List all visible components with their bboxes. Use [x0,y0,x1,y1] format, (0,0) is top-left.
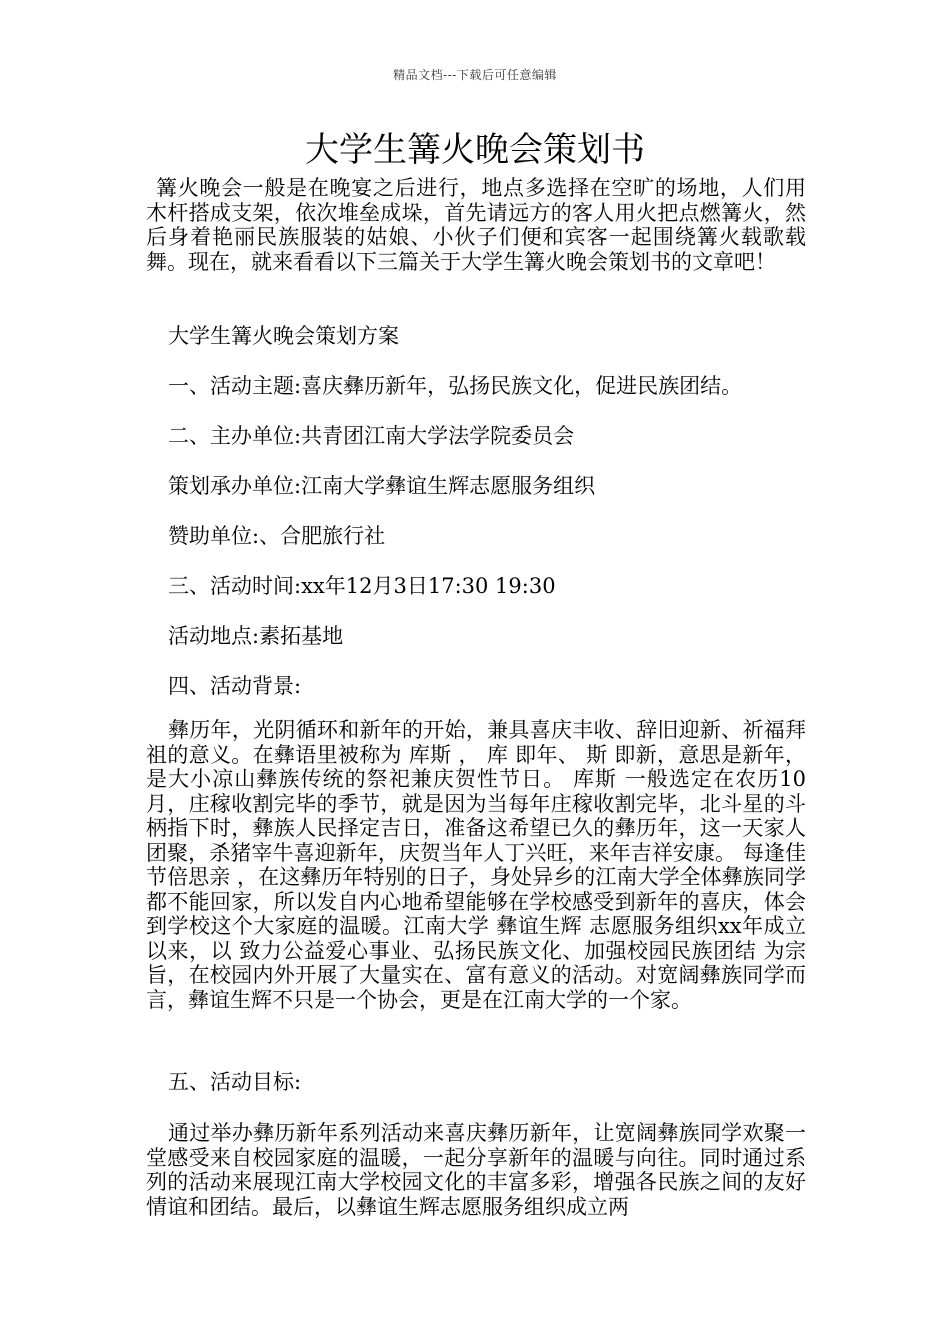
goal-heading: 五、活动目标: [168,1070,302,1094]
time-line: 三、活动时间:xx年12月3日17:30 19:30 [168,574,556,598]
goal-paragraph: 通过举办彝历新年系列活动来喜庆彝历新年，让宽阔彝族同学欢聚一堂感受来自校园家庭的温暖，一起分享新年的温暖与向往。同时通过系列的活动来展现江南大学校园文化的丰富多彩，增强各民族之间的友好情谊和团结。最后，以彝谊生辉志愿服务组织成立两 [146,1121,806,1219]
header-note: 精品文档---下载后可任意编辑 [393,68,557,82]
background-paragraph: 彝历年，光阴循环和新年的开始，兼具喜庆丰收、辞旧迎新、祈福拜祖的意义。在彝语里被称为 库斯 ， 库 即年、 斯 即新，意思是新年，是大小凉山彝族传统的祭祀兼庆贺性节日。 库斯 一般选定在农历10月，庄稼收割完毕的季节，就是因为当每年庄稼收割完毕，北斗星的斗柄指下时，彝族人民择定吉日，准备这希望已久的彝历年，这一天家人团聚，杀猪宰牛喜迎新年，庆贺当年人丁兴旺，来年吉祥安康。 每逢佳节倍思亲 ，在这彝历年特别的日子，身处异乡的江南大学全体彝族同学都不能回家，所以发自内心地希望能够在学校感受到新年的喜庆，体会到学校这个大家庭的温暖。江南大学 彝谊生辉 志愿服务组织xx年成立以来，以 致力公益爱心事业、弘扬民族文化、加强校园民族团结 为宗旨，在校园内外开展了大量实在、富有意义的活动。对宽阔彝族同学而言，彝谊生辉不只是一个协会，更是在江南大学的一个家。 [146,718,806,1012]
intro-paragraph: 篝火晚会一般是在晚宴之后进行，地点多选择在空旷的场地，人们用木杆搭成支架，依次堆垒成垛，首先请远方的客人用火把点燃篝火，然后身着艳丽民族服装的姑娘、小伙子们便和宾客一起围绕篝火载歌载舞。现在，就来看看以下三篇关于大学生篝火晚会策划书的文章吧！ [146,176,806,274]
co-organizer-line: 策划承办单位:江南大学彝谊生辉志愿服务组织 [168,474,596,498]
document-title: 大学生篝火晚会策划书 [305,130,645,170]
sponsor-line: 赞助单位:、合肥旅行社 [168,524,386,548]
plan-subtitle: 大学生篝火晚会策划方案 [168,324,399,348]
organizer-line: 二、主办单位:共青团江南大学法学院委员会 [168,424,575,448]
theme-line: 一、活动主题:喜庆彝历新年，弘扬民族文化，促进民族团结。 [168,374,743,398]
background-heading: 四、活动背景: [168,674,302,698]
location-line: 活动地点:素拓基地 [168,624,344,648]
